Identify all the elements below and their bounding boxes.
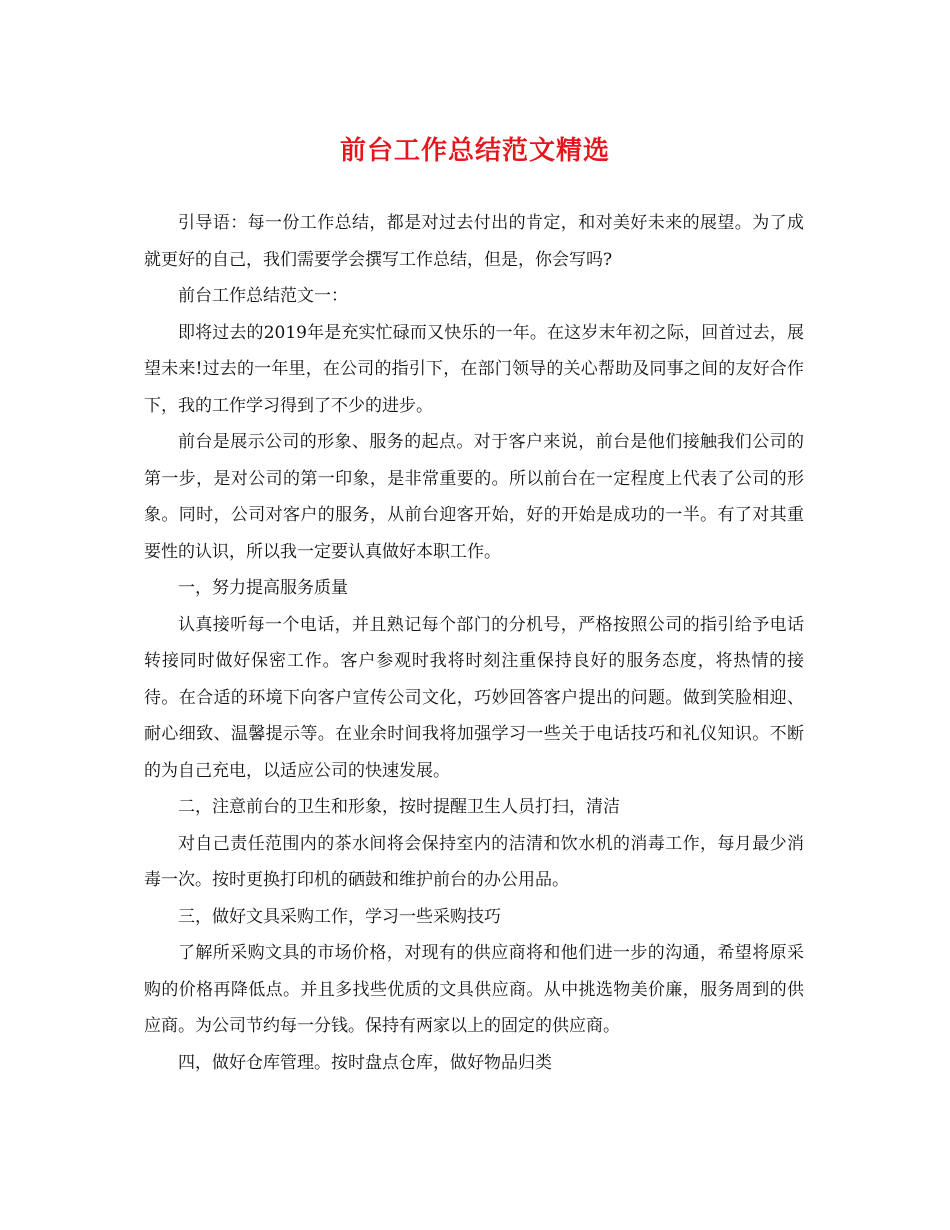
paragraph: 认真接听每一个电话，并且熟记每个部门的分机号，严格按照公司的指引给予电话转接同时做好保密工作。客户参观时我将时刻注重保持良好的服务态度，将热情的接待。在合适的环境下向客户宣传公司文化，巧妙回答客户提出的问题。做到笑脸相迎、耐心细致、温馨提示等。在业余时间我将加强学习一些关于电话技巧和礼仪知识。不断的为自己充电，以适应公司的快速发展。: [144, 614, 804, 781]
document-body: [144, 205, 804, 1081]
section-heading: 二，注意前台的卫生和形象，按时提醒卫生人员打扫，清洁: [178, 797, 620, 817]
paragraph-intro: 引导语：每一份工作总结，都是对过去付出的肯定，和对美好未来的展望。为了成就更好的自己，我们需要学会撰写工作总结，但是，你会写吗?: [144, 213, 804, 270]
document-title: 前台工作总结范文精选: [339, 136, 610, 166]
section-heading: 四，做好仓库管理。按时盘点仓库，做好物品归类: [178, 1052, 552, 1073]
paragraph: 了解所采购文具的市场价格，对现有的供应商将和他们进一步的沟通，希望将原采购的价格再降低点。并且多找些优质的文具供应商。从中挑选物美价廉，服务周到的供应商。为公司节约每一分钱。保持有两家以上的固定的供应商。: [144, 943, 804, 1036]
paragraph: 即将过去的2019年是充实忙碌而又快乐的一年。在这岁末年初之际，回首过去，展望未来!过去的一年里，在公司的指引下，在部门领导的关心帮助及同事之间的友好合作下，我的工作学习得到了不少的进步。: [144, 322, 804, 416]
section-heading: 一，努力提高服务质量: [178, 578, 348, 598]
paragraph: 前台是展示公司的形象、服务的起点。对于客户来说，前台是他们接触我们公司的第一步，是对公司的第一印象，是非常重要的。所以前台在一定程度上代表了公司的形象。同时，公司对客户的服务，从前台迎客开始，好的开始是成功的一半。有了对其重要性的认识，所以我一定要认真做好本职工作。: [144, 432, 804, 562]
paragraph: 对自己责任范围内的茶水间将会保持室内的洁清和饮水机的消毒工作，每月最少消毒一次。按时更换打印机的硒鼓和维护前台的办公用品。: [144, 833, 804, 890]
paragraph-sample-heading: 前台工作总结范文一：: [178, 286, 348, 306]
section-heading: 三，做好文具采购工作，学习一些采购技巧: [178, 906, 501, 927]
